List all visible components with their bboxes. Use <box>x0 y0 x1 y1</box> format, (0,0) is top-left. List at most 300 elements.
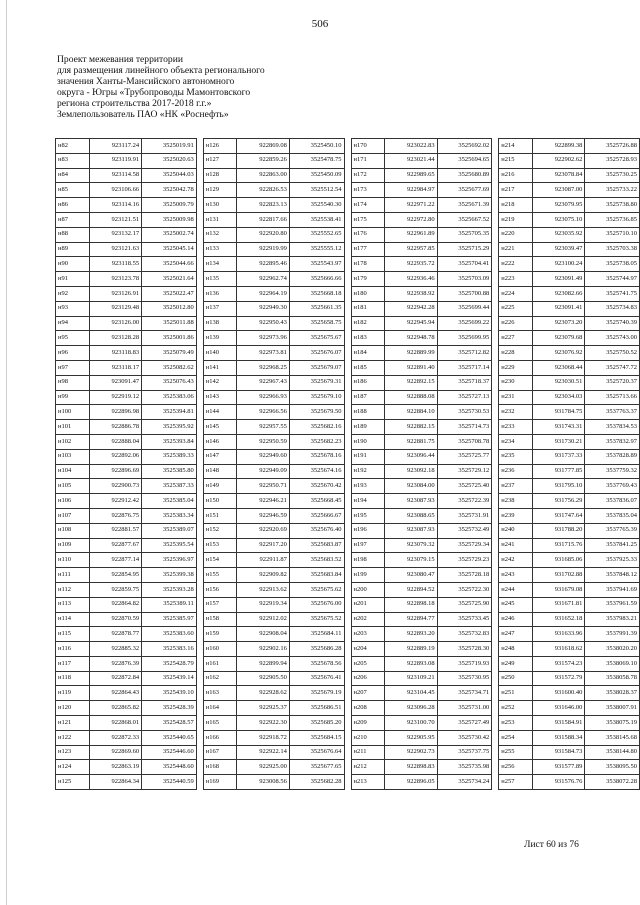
table-row <box>499 538 640 553</box>
x-coordinate-cell: 922869.60 <box>89 745 142 760</box>
point-id-cell: н130 <box>203 198 237 213</box>
x-coordinate-cell: 923123.78 <box>89 272 142 287</box>
y-coordinate-cell: 3525686.51 <box>289 701 344 716</box>
y-coordinate-cell: 3525675.52 <box>289 612 344 627</box>
y-coordinate-cell: 3525658.75 <box>289 316 344 331</box>
table-row <box>499 168 640 183</box>
x-coordinate-cell: 923080.47 <box>385 568 438 583</box>
x-coordinate-cell: 922925.00 <box>237 760 290 775</box>
y-coordinate-cell: 3525730.42 <box>437 730 492 745</box>
point-id-cell: н227 <box>499 331 533 346</box>
table-row <box>56 286 197 301</box>
x-coordinate-cell: 922876.39 <box>89 656 142 671</box>
point-id-cell: н137 <box>203 301 237 316</box>
y-coordinate-cell: 3525730.25 <box>585 168 640 183</box>
x-coordinate-cell: 923075.10 <box>532 212 585 227</box>
x-coordinate-cell: 922936.46 <box>385 272 438 287</box>
x-coordinate-cell: 931618.62 <box>532 642 585 657</box>
y-coordinate-cell: 3525728.30 <box>437 642 492 657</box>
point-id-cell: н125 <box>56 775 90 790</box>
x-coordinate-cell: 922865.82 <box>89 701 142 716</box>
x-coordinate-cell: 922957.55 <box>237 420 290 435</box>
table-row <box>351 582 492 597</box>
table-row <box>351 257 492 272</box>
point-id-cell: н246 <box>499 612 533 627</box>
table-row <box>351 139 492 154</box>
table-row <box>56 642 197 657</box>
point-id-cell: н129 <box>203 183 237 198</box>
table-row <box>351 686 492 701</box>
y-coordinate-cell: 3525734.83 <box>585 301 640 316</box>
y-coordinate-cell: 3525728.93 <box>585 153 640 168</box>
point-id-cell: н240 <box>499 523 533 538</box>
point-id-cell: н199 <box>351 568 385 583</box>
x-coordinate-cell: 922971.22 <box>385 198 438 213</box>
y-coordinate-cell: 3537835.04 <box>585 508 640 523</box>
y-coordinate-cell: 3537832.97 <box>585 434 640 449</box>
y-coordinate-cell: 3525001.86 <box>142 331 197 346</box>
table-row <box>499 375 640 390</box>
y-coordinate-cell: 3538020.20 <box>585 642 640 657</box>
table-row <box>351 183 492 198</box>
y-coordinate-cell: 3525730.53 <box>437 405 492 420</box>
y-coordinate-cell: 3525439.14 <box>142 671 197 686</box>
table-row <box>351 553 492 568</box>
table-row <box>351 434 492 449</box>
x-coordinate-cell: 923096.28 <box>385 701 438 716</box>
table-row <box>56 449 197 464</box>
x-coordinate-cell: 923022.83 <box>385 139 438 154</box>
x-coordinate-cell: 923132.17 <box>89 227 142 242</box>
x-coordinate-cell: 923114.16 <box>89 198 142 213</box>
y-coordinate-cell: 3525394.81 <box>142 405 197 420</box>
point-id-cell: н105 <box>56 479 90 494</box>
point-id-cell: н99 <box>56 390 90 405</box>
point-id-cell: н158 <box>203 612 237 627</box>
point-id-cell: н248 <box>499 642 533 657</box>
table-row <box>499 420 640 435</box>
table-row <box>351 760 492 775</box>
point-id-cell: н160 <box>203 642 237 657</box>
point-id-cell: н110 <box>56 553 90 568</box>
x-coordinate-cell: 922949.30 <box>237 301 290 316</box>
x-coordinate-cell: 923119.91 <box>89 153 142 168</box>
point-id-cell: н140 <box>203 346 237 361</box>
y-coordinate-cell: 3525045.14 <box>142 242 197 257</box>
point-id-cell: н234 <box>499 434 533 449</box>
point-id-cell: н196 <box>351 523 385 538</box>
y-coordinate-cell: 3525685.20 <box>289 716 344 731</box>
y-coordinate-cell: 3525741.75 <box>585 286 640 301</box>
x-coordinate-cell: 923088.65 <box>385 508 438 523</box>
point-id-cell: н157 <box>203 597 237 612</box>
y-coordinate-cell: 3525699.95 <box>437 331 492 346</box>
point-id-cell: н190 <box>351 434 385 449</box>
x-coordinate-cell: 923100.24 <box>532 257 585 272</box>
x-coordinate-cell: 923039.47 <box>532 242 585 257</box>
y-coordinate-cell: 3525684.15 <box>289 730 344 745</box>
y-coordinate-cell: 3525079.49 <box>142 346 197 361</box>
table-row <box>203 701 344 716</box>
table-row <box>203 716 344 731</box>
table-row <box>499 671 640 686</box>
point-id-cell: н101 <box>56 420 90 435</box>
point-id-cell: н220 <box>499 227 533 242</box>
x-coordinate-cell: 922973.96 <box>237 331 290 346</box>
y-coordinate-cell: 3525012.80 <box>142 301 197 316</box>
point-id-cell: н182 <box>351 316 385 331</box>
y-coordinate-cell: 3525676.64 <box>289 745 344 760</box>
y-coordinate-cell: 3525715.29 <box>437 242 492 257</box>
y-coordinate-cell: 3525728.18 <box>437 568 492 583</box>
table-row <box>351 198 492 213</box>
y-coordinate-cell: 3525692.02 <box>437 139 492 154</box>
y-coordinate-cell: 3525725.90 <box>437 597 492 612</box>
table-row <box>203 242 344 257</box>
coordinates-grid <box>55 138 640 790</box>
y-coordinate-cell: 3525682.23 <box>289 434 344 449</box>
table-row <box>56 582 197 597</box>
table-row <box>351 538 492 553</box>
point-id-cell: н109 <box>56 538 90 553</box>
table-row <box>351 153 492 168</box>
table-row <box>351 523 492 538</box>
y-coordinate-cell: 3525389.07 <box>142 523 197 538</box>
table-row <box>56 479 197 494</box>
point-id-cell: н250 <box>499 671 533 686</box>
y-coordinate-cell: 3537765.39 <box>585 523 640 538</box>
table-row <box>203 745 344 760</box>
x-coordinate-cell: 922919.34 <box>237 597 290 612</box>
y-coordinate-cell: 3525738.05 <box>585 257 640 272</box>
table-row <box>499 227 640 242</box>
point-id-cell: н210 <box>351 730 385 745</box>
x-coordinate-cell: 922889.19 <box>385 642 438 657</box>
x-coordinate-cell: 923087.93 <box>385 494 438 509</box>
table-row <box>203 553 344 568</box>
y-coordinate-cell: 3525737.75 <box>437 745 492 760</box>
table-row <box>351 420 492 435</box>
x-coordinate-cell: 922961.89 <box>385 227 438 242</box>
point-id-cell: н145 <box>203 420 237 435</box>
table-row <box>56 597 197 612</box>
table-row <box>499 212 640 227</box>
point-id-cell: н131 <box>203 212 237 227</box>
x-coordinate-cell: 923129.48 <box>89 301 142 316</box>
table-row <box>56 198 197 213</box>
x-coordinate-cell: 931743.31 <box>532 420 585 435</box>
table-row <box>203 405 344 420</box>
table-row <box>203 316 344 331</box>
coordinates-table <box>351 138 493 790</box>
x-coordinate-cell: 922919.12 <box>89 390 142 405</box>
table-row <box>351 346 492 361</box>
table-row <box>203 508 344 523</box>
point-id-cell: н116 <box>56 642 90 657</box>
x-coordinate-cell: 922942.28 <box>385 301 438 316</box>
y-coordinate-cell: 3525735.98 <box>437 760 492 775</box>
point-id-cell: н146 <box>203 434 237 449</box>
y-coordinate-cell: 3525478.75 <box>289 153 344 168</box>
point-id-cell: н132 <box>203 227 237 242</box>
table-row <box>499 716 640 731</box>
y-coordinate-cell: 3525730.95 <box>437 671 492 686</box>
table-row <box>499 272 640 287</box>
x-coordinate-cell: 922888.08 <box>385 390 438 405</box>
table-row <box>203 538 344 553</box>
point-id-cell: н194 <box>351 494 385 509</box>
y-coordinate-cell: 3525679.07 <box>289 360 344 375</box>
table-row <box>499 479 640 494</box>
document-title <box>57 55 357 120</box>
y-coordinate-cell: 3525722.30 <box>437 582 492 597</box>
y-coordinate-cell: 3525383.34 <box>142 508 197 523</box>
x-coordinate-cell: 922893.20 <box>385 627 438 642</box>
y-coordinate-cell: 3525729.23 <box>437 553 492 568</box>
x-coordinate-cell: 931730.21 <box>532 434 585 449</box>
x-coordinate-cell: 922917.20 <box>237 538 290 553</box>
point-id-cell: н121 <box>56 716 90 731</box>
x-coordinate-cell: 931576.76 <box>532 775 585 790</box>
point-id-cell: н86 <box>56 198 90 213</box>
y-coordinate-cell: 3525727.13 <box>437 390 492 405</box>
point-id-cell: н163 <box>203 686 237 701</box>
point-id-cell: н244 <box>499 582 533 597</box>
y-coordinate-cell: 3525385.97 <box>142 612 197 627</box>
point-id-cell: н179 <box>351 272 385 287</box>
y-coordinate-cell: 3537991.39 <box>585 627 640 642</box>
y-coordinate-cell: 3525082.62 <box>142 360 197 375</box>
point-id-cell: н112 <box>56 582 90 597</box>
point-id-cell: н98 <box>56 375 90 390</box>
x-coordinate-cell: 922859.26 <box>237 153 290 168</box>
table-row <box>351 242 492 257</box>
point-id-cell: н106 <box>56 494 90 509</box>
point-id-cell: н231 <box>499 390 533 405</box>
table-row <box>351 627 492 642</box>
point-id-cell: н235 <box>499 449 533 464</box>
x-coordinate-cell: 923079.68 <box>532 331 585 346</box>
x-coordinate-cell: 922864.34 <box>89 775 142 790</box>
point-id-cell: н124 <box>56 760 90 775</box>
table-row <box>56 227 197 242</box>
y-coordinate-cell: 3525732.49 <box>437 523 492 538</box>
point-id-cell: н117 <box>56 656 90 671</box>
point-id-cell: н187 <box>351 390 385 405</box>
table-row <box>203 375 344 390</box>
point-id-cell: н135 <box>203 272 237 287</box>
table-row <box>499 760 640 775</box>
y-coordinate-cell: 3525713.66 <box>585 390 640 405</box>
point-id-cell: н205 <box>351 656 385 671</box>
point-id-cell: н183 <box>351 331 385 346</box>
point-id-cell: н222 <box>499 257 533 272</box>
point-id-cell: н217 <box>499 183 533 198</box>
y-coordinate-cell: 3525676.07 <box>289 346 344 361</box>
table-row <box>499 153 640 168</box>
y-coordinate-cell: 3537941.69 <box>585 582 640 597</box>
point-id-cell: н195 <box>351 508 385 523</box>
x-coordinate-cell: 923106.66 <box>89 183 142 198</box>
y-coordinate-cell: 3525679.19 <box>289 686 344 701</box>
table-row <box>56 745 197 760</box>
table-row <box>56 257 197 272</box>
title-line: округа - Югры «Трубопроводы Мамонтовского <box>57 86 251 98</box>
y-coordinate-cell: 3538058.78 <box>585 671 640 686</box>
x-coordinate-cell: 923082.66 <box>532 286 585 301</box>
point-id-cell: н107 <box>56 508 90 523</box>
point-id-cell: н257 <box>499 775 533 790</box>
table-row <box>499 494 640 509</box>
x-coordinate-cell: 922881.75 <box>385 434 438 449</box>
table-row <box>203 420 344 435</box>
y-coordinate-cell: 3525714.73 <box>437 420 492 435</box>
y-coordinate-cell: 3525439.10 <box>142 686 197 701</box>
x-coordinate-cell: 931756.29 <box>532 494 585 509</box>
point-id-cell: н154 <box>203 553 237 568</box>
point-id-cell: н113 <box>56 597 90 612</box>
y-coordinate-cell: 3525679.31 <box>289 375 344 390</box>
y-coordinate-cell: 3525720.37 <box>585 375 640 390</box>
y-coordinate-cell: 3525732.83 <box>437 627 492 642</box>
point-id-cell: н92 <box>56 286 90 301</box>
point-id-cell: н208 <box>351 701 385 716</box>
point-id-cell: н247 <box>499 627 533 642</box>
x-coordinate-cell: 923128.28 <box>89 331 142 346</box>
x-coordinate-cell: 922946.59 <box>237 508 290 523</box>
table-row <box>203 257 344 272</box>
table-row <box>499 642 640 657</box>
x-coordinate-cell: 922912.02 <box>237 612 290 627</box>
point-id-cell: н82 <box>56 139 90 154</box>
y-coordinate-cell: 3525680.89 <box>437 168 492 183</box>
y-coordinate-cell: 3525676.41 <box>289 671 344 686</box>
table-row <box>499 301 640 316</box>
y-coordinate-cell: 3525674.16 <box>289 464 344 479</box>
x-coordinate-cell: 922869.08 <box>237 139 290 154</box>
point-id-cell: н162 <box>203 671 237 686</box>
y-coordinate-cell: 3525389.33 <box>142 449 197 464</box>
y-coordinate-cell: 3525719.93 <box>437 656 492 671</box>
title-line: значения Ханты-Мансийского автономного <box>57 75 235 87</box>
point-id-cell: н167 <box>203 745 237 760</box>
x-coordinate-cell: 931715.76 <box>532 538 585 553</box>
y-coordinate-cell: 3525399.38 <box>142 568 197 583</box>
y-coordinate-cell: 3525682.28 <box>289 775 344 790</box>
table-row <box>499 464 640 479</box>
x-coordinate-cell: 922950.59 <box>237 434 290 449</box>
point-id-cell: н174 <box>351 198 385 213</box>
y-coordinate-cell: 3525428.57 <box>142 716 197 731</box>
x-coordinate-cell: 923118.55 <box>89 257 142 272</box>
table-row <box>351 656 492 671</box>
x-coordinate-cell: 923100.70 <box>385 716 438 731</box>
x-coordinate-cell: 923118.17 <box>89 360 142 375</box>
y-coordinate-cell: 3525736.85 <box>585 212 640 227</box>
point-id-cell: н119 <box>56 686 90 701</box>
point-id-cell: н138 <box>203 316 237 331</box>
y-coordinate-cell: 3538144.80 <box>585 745 640 760</box>
x-coordinate-cell: 922896.05 <box>385 775 438 790</box>
y-coordinate-cell: 3537759.32 <box>585 464 640 479</box>
coordinates-table <box>203 138 345 790</box>
x-coordinate-cell: 922823.13 <box>237 198 290 213</box>
x-coordinate-cell: 931588.34 <box>532 730 585 745</box>
x-coordinate-cell: 922899.38 <box>532 139 585 154</box>
table-row <box>499 390 640 405</box>
x-coordinate-cell: 922989.65 <box>385 168 438 183</box>
y-coordinate-cell: 3525733.45 <box>437 612 492 627</box>
x-coordinate-cell: 922872.33 <box>89 730 142 745</box>
x-coordinate-cell: 922854.95 <box>89 568 142 583</box>
x-coordinate-cell: 922868.01 <box>89 716 142 731</box>
table-row <box>203 272 344 287</box>
y-coordinate-cell: 3525729.34 <box>437 538 492 553</box>
y-coordinate-cell: 3525738.80 <box>585 198 640 213</box>
point-id-cell: н111 <box>56 568 90 583</box>
y-coordinate-cell: 3525678.56 <box>289 656 344 671</box>
point-id-cell: н253 <box>499 716 533 731</box>
table-row <box>351 568 492 583</box>
table-row <box>499 257 640 272</box>
table-row <box>203 730 344 745</box>
x-coordinate-cell: 922967.43 <box>237 375 290 390</box>
y-coordinate-cell: 3525383.16 <box>142 642 197 657</box>
y-coordinate-cell: 3525009.98 <box>142 212 197 227</box>
table-row <box>499 183 640 198</box>
x-coordinate-cell: 922870.59 <box>89 612 142 627</box>
x-coordinate-cell: 922922.30 <box>237 716 290 731</box>
table-row <box>351 597 492 612</box>
table-row <box>351 375 492 390</box>
table-row <box>499 360 640 375</box>
table-row <box>203 523 344 538</box>
point-id-cell: н133 <box>203 242 237 257</box>
x-coordinate-cell: 923126.91 <box>89 286 142 301</box>
y-coordinate-cell: 3525385.04 <box>142 494 197 509</box>
x-coordinate-cell: 931747.64 <box>532 508 585 523</box>
x-coordinate-cell: 922891.40 <box>385 360 438 375</box>
y-coordinate-cell: 3538069.10 <box>585 656 640 671</box>
table-row <box>56 434 197 449</box>
table-row <box>56 168 197 183</box>
table-row <box>203 434 344 449</box>
x-coordinate-cell: 923121.63 <box>89 242 142 257</box>
table-row <box>203 449 344 464</box>
x-coordinate-cell: 922968.25 <box>237 360 290 375</box>
point-id-cell: н103 <box>56 449 90 464</box>
point-id-cell: н214 <box>499 139 533 154</box>
table-row <box>56 242 197 257</box>
y-coordinate-cell: 3525395.54 <box>142 538 197 553</box>
y-coordinate-cell: 3525540.30 <box>289 198 344 213</box>
x-coordinate-cell: 922886.78 <box>89 420 142 435</box>
point-id-cell: н201 <box>351 597 385 612</box>
table-row <box>203 494 344 509</box>
x-coordinate-cell: 923021.44 <box>385 153 438 168</box>
point-id-cell: н207 <box>351 686 385 701</box>
x-coordinate-cell: 922966.93 <box>237 390 290 405</box>
y-coordinate-cell: 3525042.78 <box>142 183 197 198</box>
x-coordinate-cell: 922905.95 <box>385 730 438 745</box>
table-row <box>56 153 197 168</box>
y-coordinate-cell: 3525676.40 <box>289 523 344 538</box>
x-coordinate-cell: 922878.77 <box>89 627 142 642</box>
point-id-cell: н223 <box>499 272 533 287</box>
table-row <box>351 479 492 494</box>
point-id-cell: н238 <box>499 494 533 509</box>
table-row <box>351 494 492 509</box>
